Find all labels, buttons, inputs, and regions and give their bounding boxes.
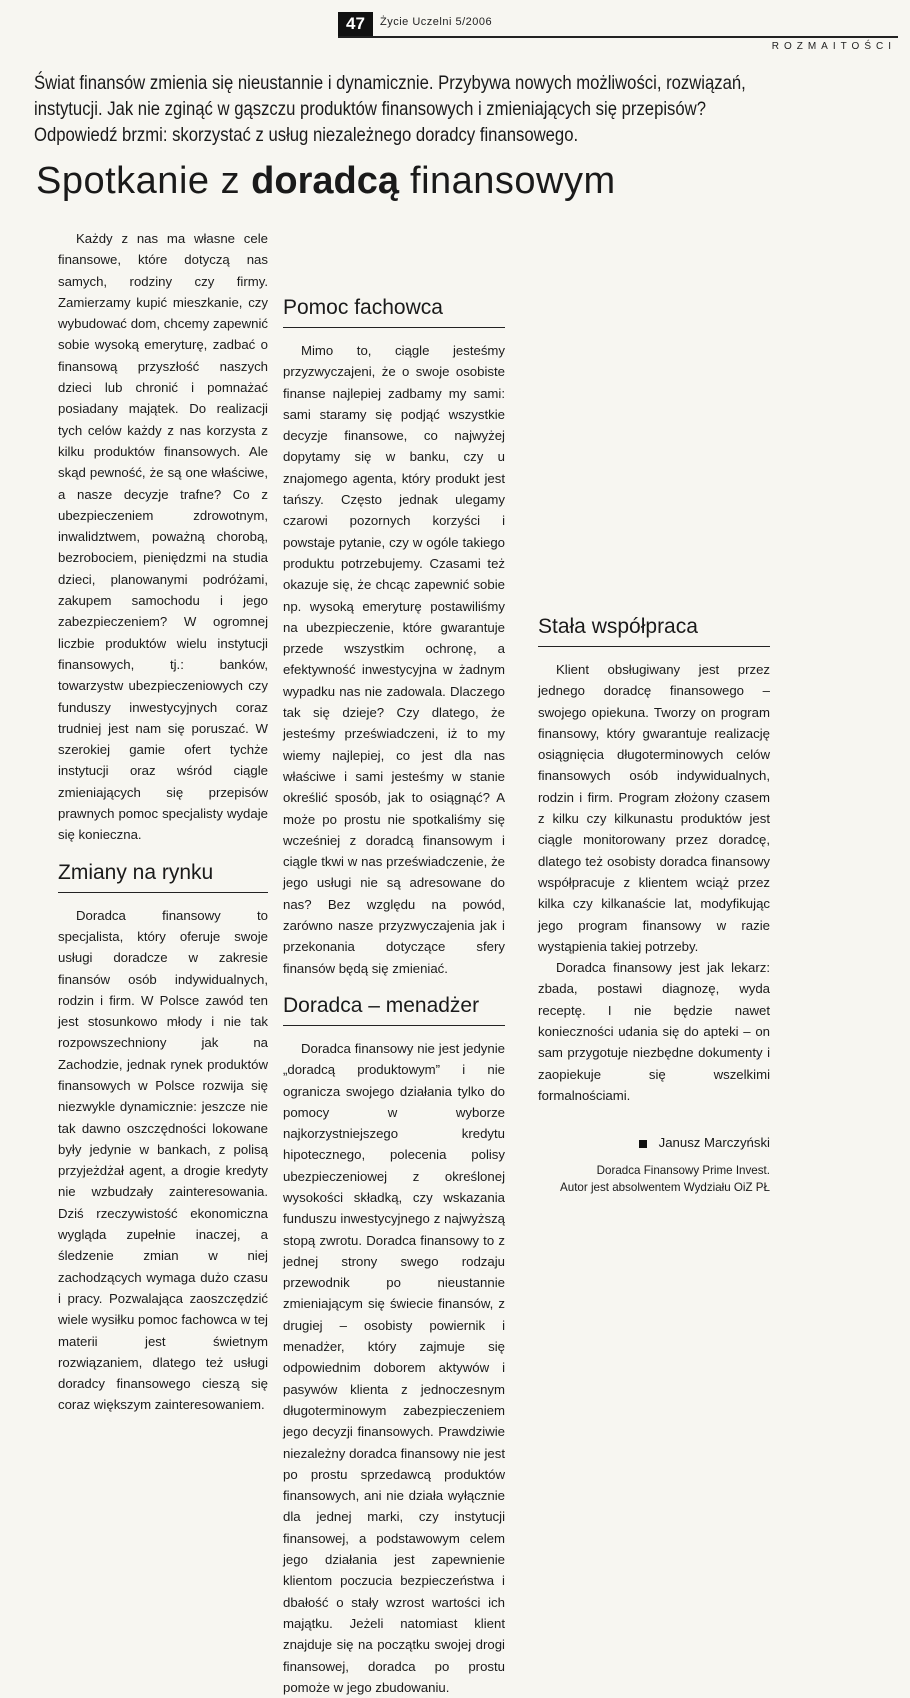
article-title (36, 160, 616, 203)
section-paragraph-2: Doradca finansowy jest jak lekarz: zbada, postawi diagnozę, wyda receptę. I nie będzie nawet konieczności udania się do apteki – on sam przygotuje niezbędne dokumenty i zaopiekuje się wszelkimi formalnościami. (538, 960, 770, 1103)
column-2 (283, 296, 505, 1695)
heading-doradca-menadzer: Doradca – menadżer (283, 993, 505, 1026)
title-part-bold: doradcą (251, 160, 399, 202)
author (538, 1132, 770, 1153)
heading-zmiany-na-rynku: Zmiany na rynku (58, 860, 268, 893)
header-rule (338, 36, 898, 38)
intro-paragraph: Każdy z nas ma własne cele finansowe, które dotyczą nas samych, rodziny czy firmy. Zamierzamy kupić mieszkanie, czy wybudować dom, chcemy zapewnić sobie wysoką emeryturę, zadbać o finansową przyszłość naszych dzieci lub chronić i pomnażać posiadany majątek. Do realizacji tych celów każdy z nas korzysta z kilku produktów finansowych. Ale skąd pewność, że są one właściwe, a nasze decyzje trafne? Co z ubezpieczeniem zdrowotnym, inwalidztwem, poważną chorobą, bezrobociem, pieniędzmi na studia dzieci, planowanymi podróżami, zakupem samochodu i jego zabezpieczeniem? W ogromnej liczbie produktów wielu instytucji finansowych, tj.: banków, towarzystw ubezpieczeniowych czy funduszy inwestycyjnych coraz trudniej jest nam się poruszać. W szerokiej gamie ofert tychże instytucji oraz wśród ciągle zmieniających się przepisów prawnych pomoc specjalisty wydaje się konieczna. (58, 231, 268, 843)
affiliation-line-2: Autor jest absolwentem Wydziału OiZ PŁ (560, 1180, 770, 1194)
column-1 (58, 228, 268, 1413)
author-name: Janusz Marczyński (658, 1135, 770, 1151)
affiliation-line-1: Doradca Finansowy Prime Invest. (596, 1163, 770, 1177)
square-bullet-icon (639, 1140, 647, 1148)
column-3 (538, 600, 770, 1196)
article-lead: Świat finansów zmienia się nieustannie i dynamicznie. Przybywa nowych możliwości, rozwiązań, instytucji. Jak nie zginąć w gąszczu produktów finansowych i zmieniających się przepisów? Odpowiedź brzmi: skorzystać z usług niezależnego doradcy finansowego. (34, 72, 746, 146)
issue-label: Życie Uczelni 5/2006 (380, 16, 493, 28)
section-paragraph: Klient obsługiwany jest przez jednego doradcę finansowego – swojego opiekuna. Tworzy on program finansowy, który gwarantuje realizację osiągnięcia długoterminowych celów finansowych osób indywidualnych, rodzin i firm. Program złożony czasem z kilku czy kilkunastu produktów jest ciągle monitorowany przez doradcę, dlatego też osobisty doradca finansowy współpracuje z klientem wciąż przez kilka czy kilkanaście lat, modyfikując jego program finansowy w razie wystąpienia takiej potrzeby. (538, 662, 770, 954)
heading-stala-wspolpraca: Stała współpraca (538, 614, 770, 647)
heading-pomoc-fachowca: Pomoc fachowca (283, 295, 505, 328)
title-part-1: Spotkanie z (36, 160, 252, 202)
page-number: 47 (338, 12, 373, 36)
section-label: ROZMAITOŚCI (771, 41, 896, 52)
section-paragraph: Mimo to, ciągle jesteśmy przyzwyczajeni, że o swoje osobiste finanse najlepiej zadbamy my sami: sami staramy się podjąć wszystkie decyzje finansowe, co najwyżej dopytamy się w banku, czy u znajomego agenta, który produkt jest tańszy. Często jednak ulegamy czarowi pozornych korzyści i powstaje pytanie, czy w ogóle takiego produktu potrzebujemy. Czasami też okazuje się, że chcąc zapewnić sobie np. wysoką emeryturę postawiliśmy na ubezpieczenie, które gwarantuje przede wszystkim ochronę, a efektywność inwestycyjna w żadnym wypadku nas nie zadowala. Dlaczego tak się dzieje? Czy dlatego, że jesteśmy przeświadczeni, iż to my wiemy najlepiej, co jest dla nas właściwe i sami jesteśmy w stanie określić sposób, jak to osiągnąć? A może po prostu nie spotkaliśmy się wcześniej z doradcą finansowym i ciągle tkwi w nas przeświadczenie, że jego usługi nie są adresowane do nas? Bez względu na powód, zarówno nasze przyzwyczajenia jak i przekonania dotyczące sfery finansów będą się zmieniać. (283, 343, 505, 976)
section-paragraph: Doradca finansowy nie jest jedynie „doradcą produktowym” i nie ogranicza swojego działania tylko do pomocy w wyborze najkorzystniejszego kredytu hipotecznego, polecenia polisy ubezpieczeniowej z określonej wysokości składką, czy wskazania funduszu inwestycyjnego z najwyższą stopą zwrotu. Doradca finansowy to z jednej strony swego rodzaju przewodnik po nieustannie zmieniającym się świecie finansów, z drugiej – osobisty powiernik i menadżer, który zajmuje się odpowiednim doborem aktywów i pasywów klienta z jednoczesnym długoterminowym zabezpieczeniem jego decyzji finansowych. Prawdziwie niezależny doradca finansowy nie jest po prostu sprzedawcą produktów finansowych, ani nie działa wyłącznie dla jednej marki, czy instytucji finansowej, a podstawowym celem jego działania jest zapewnienie klientom poczucia bezpieczeństwa i dbałość o stały wzrost wartości ich majątku. Jeżeli natomiast klient znajduje się na początku swojej drogi finansowej, doradca po prostu pomoże w jego zbudowaniu. (283, 1040, 505, 1695)
author-affiliation (538, 1162, 770, 1196)
section-paragraph: Doradca finansowy to specjalista, który oferuje swoje usługi doradcze w zakresie finansów osób indywidualnych, rodzin i firm. W Polsce zawód ten jest stosunkowo młody i nie tak rozpowszechniony jak na Zachodzie, jednak rynek produktów finansowych w Polsce rozwija się niezwykle dynamicznie: jeszcze nie tak dawno oszczędności lokowane były jedynie w bankach, z polisą przyjeżdżał agent, a drogie kredyty nie wzbudzały zainteresowania. Dziś rzeczywistość ekonomiczna wygląda zupełnie inaczej, a śledzenie zmian w niej zachodzących wymaga dużo czasu i pracy. Pozwalająca zaoszczędzić wiele wysiłku pomoc fachowca w tej materii jest świetnym rozwiązaniem, dlatego też usługi doradcy finansowego cieszą się coraz większym zainteresowaniem. (58, 907, 268, 1413)
title-part-2: finansowym (398, 160, 616, 202)
